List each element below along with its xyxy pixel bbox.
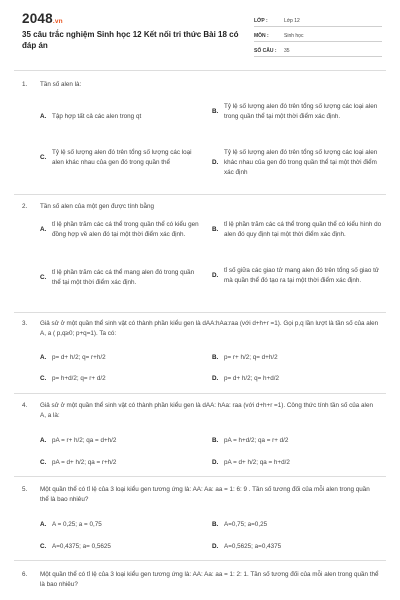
option-text: p= d+ h/2; q= h+d/2 — [224, 375, 279, 382]
option-a[interactable] — [40, 353, 200, 363]
option-a[interactable] — [40, 220, 202, 240]
divider — [14, 560, 386, 561]
option-c[interactable] — [40, 458, 200, 468]
question-number: 1. — [22, 81, 28, 88]
option-text: A=0,5625; a=0,4375 — [224, 543, 282, 550]
option-text: Tỷ lệ số lượng alen đó trên tổng số lượng các loại alen khác nhau của gen đó trong quần thể — [52, 149, 192, 166]
option-letter: D. — [212, 159, 219, 166]
option-text: pA = h+d/2; qa = r+ d/2 — [224, 437, 289, 444]
meta-subject — [254, 27, 382, 42]
question-text: Giả sử ở một quần thể sinh vật có thành phần kiểu gen là dAA: hAa: raa (với d+h+r =1). Công thức tính tần số của alen A, a là: — [40, 402, 373, 419]
meta-key: SỐ CÂU : — [254, 48, 277, 54]
option-text: Tỷ lệ số lượng alen đó trên tổng số lượng các loại alen trong quần thể tại một thời điểm xác định. — [224, 103, 378, 120]
option-letter: A. — [40, 521, 47, 528]
option-letter: D. — [212, 375, 219, 382]
divider — [14, 476, 386, 477]
option-c[interactable] — [40, 268, 202, 288]
meta-question-count — [254, 42, 382, 57]
question-stem — [22, 202, 380, 212]
option-d[interactable] — [212, 542, 382, 552]
option-a[interactable] — [40, 112, 200, 122]
question-number: 6. — [22, 571, 28, 578]
option-letter: B. — [212, 354, 219, 361]
option-letter: C. — [40, 274, 47, 281]
option-text: p= h+d/2; q= r+ d/2 — [52, 375, 106, 382]
option-d[interactable] — [212, 148, 382, 178]
meta-key: MÔN : — [254, 33, 269, 39]
option-letter: B. — [212, 437, 219, 444]
option-d[interactable] — [212, 266, 382, 286]
question-number: 4. — [22, 402, 28, 409]
option-text: tỉ số giữa các giao tử mang alen đó trên tổng số giao tử mà quần thể đó tạo ra tại một thời điểm xác định. — [224, 267, 380, 284]
option-letter: A. — [40, 437, 47, 444]
option-b[interactable] — [212, 436, 382, 446]
option-b[interactable] — [212, 520, 382, 530]
option-c[interactable] — [40, 542, 200, 552]
option-letter: C. — [40, 459, 47, 466]
meta-key: LỚP : — [254, 18, 268, 24]
document-header — [0, 0, 400, 62]
divider — [14, 194, 386, 195]
divider — [14, 312, 386, 313]
question-text: Một quần thể có tỉ lệ của 3 loại kiểu gen tương ứng là: AA: Aa: aa = 1: 6: 9 . Tần số tương đối của mỗi alen trong quần thể là bao nhiêu? — [40, 486, 370, 503]
question-text: Giả sử ở một quần thể sinh vật có thành phần kiểu gen là dAA:hAa:raa (với d+h+r =1). Gọi p,q lần lượt là tần số của alen A, a ( p,q≥0; p+q=1). Ta có: — [40, 320, 379, 337]
option-letter: A. — [40, 113, 47, 120]
option-text: tỉ lệ phần trăm các cá thể mang alen đó trong quần thể tại một thời điểm xác định. — [52, 269, 195, 286]
option-d[interactable] — [212, 374, 382, 384]
option-b[interactable] — [212, 353, 382, 363]
option-letter: C. — [40, 543, 47, 550]
option-text: tỉ lệ phần trăm các cá thể trong quần thể có kiểu hình do alen đó quy định tại một thời điểm xác định. — [224, 221, 382, 238]
question-stem — [22, 319, 380, 339]
question-text: Tần số alen của một gen được tính bằng — [40, 203, 155, 210]
meta-value: Sinh học — [284, 33, 304, 39]
divider — [14, 70, 386, 71]
option-text: tỉ lệ phần trăm các cá thể trong quần thể có kiểu gen đồng hợp về alen đó tại một thời điểm xác định. — [52, 221, 199, 238]
divider — [14, 393, 386, 394]
option-text: A=0,75; a=0,25 — [224, 521, 268, 528]
question-stem — [22, 570, 380, 590]
option-letter: B. — [212, 108, 219, 115]
option-text: pA = d+ h/2; qa = r+h/2 — [52, 459, 117, 466]
logo-text: 2048 — [22, 11, 53, 26]
option-b[interactable] — [212, 220, 382, 240]
meta-grade — [254, 12, 382, 27]
question-stem — [22, 80, 380, 90]
option-letter: D. — [212, 272, 219, 279]
option-text: p= r+ h/2; q= d+h/2 — [224, 354, 278, 361]
logo-suffix: .vn — [52, 18, 63, 25]
option-letter: D. — [212, 459, 219, 466]
option-text: pA = d+ h/2; qa = h+d/2 — [224, 459, 290, 466]
question-number: 5. — [22, 486, 28, 493]
option-text: Tập hợp tất cả các alen trong qt — [52, 113, 142, 120]
option-a[interactable] — [40, 436, 200, 446]
option-d[interactable] — [212, 458, 382, 468]
document-title: 35 câu trắc nghiệm Sinh học 12 Kết nối tri thức Bài 18 có đáp án — [22, 30, 239, 50]
meta-value: Lớp 12 — [284, 18, 300, 24]
document-meta — [254, 12, 382, 57]
question-number: 2. — [22, 203, 28, 210]
question-number: 3. — [22, 320, 28, 327]
option-text: A = 0,25; a = 0,75 — [52, 521, 102, 528]
option-letter: C. — [40, 154, 47, 161]
option-letter: A. — [40, 226, 47, 233]
option-text: pA = r+ h/2; qa = d+h/2 — [52, 437, 117, 444]
meta-value: 35 — [284, 48, 290, 54]
option-letter: D. — [212, 543, 219, 550]
option-text: p= d+ h/2; q= r+h/2 — [52, 354, 106, 361]
question-text: Tần số alen là: — [40, 81, 82, 88]
option-c[interactable] — [40, 148, 200, 168]
question-text: Một quần thể có tỉ lệ của 3 loại kiểu gen tương ứng là: AA: Aa: aa = 1: 2: 1. Tần số tương đối của mỗi alen trong quần thể là bao nhiêu? — [40, 571, 379, 588]
option-c[interactable] — [40, 374, 200, 384]
option-a[interactable] — [40, 520, 200, 530]
option-letter: B. — [212, 226, 219, 233]
option-letter: C. — [40, 375, 47, 382]
option-b[interactable] — [212, 102, 382, 122]
option-text: A=0,4375; a= 0,5625 — [52, 543, 111, 550]
option-letter: B. — [212, 521, 219, 528]
option-text: Tỷ lệ số lượng alen đó trên tổng số lượng các loại alen khác nhau của gen đó trong quần thể tại một thời điểm xác định — [224, 149, 378, 176]
question-stem — [22, 401, 380, 421]
question-stem — [22, 485, 380, 505]
option-letter: A. — [40, 354, 47, 361]
site-logo[interactable] — [22, 11, 63, 26]
